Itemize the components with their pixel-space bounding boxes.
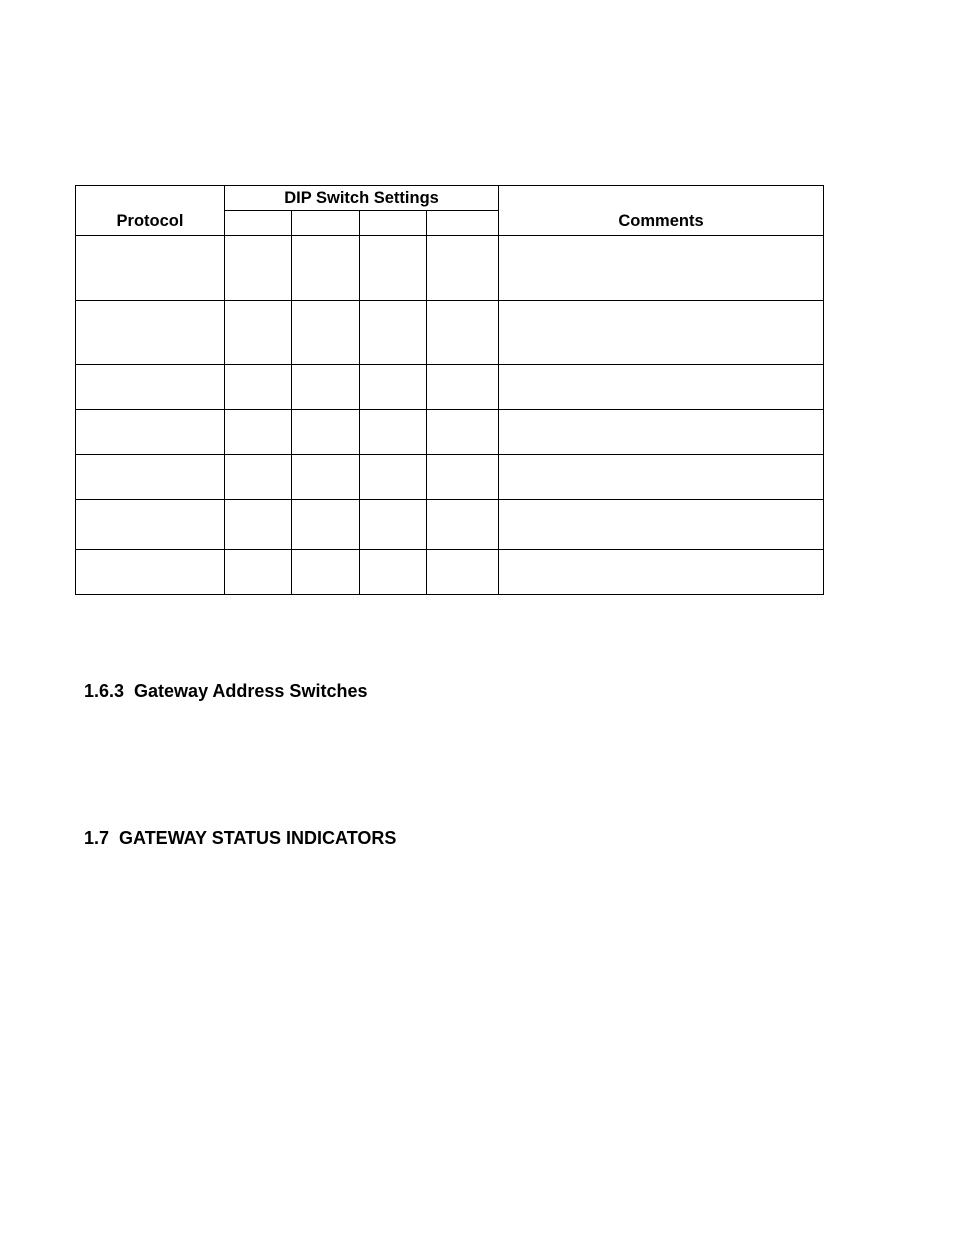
protocol-cell	[76, 455, 225, 500]
table-row	[76, 365, 824, 410]
protocol-cell	[76, 301, 225, 365]
table-row	[76, 550, 824, 595]
dip-cell	[427, 236, 499, 301]
dip-cell	[360, 301, 427, 365]
comments-header: Comments	[499, 186, 824, 236]
dip-cell	[225, 365, 292, 410]
table-header-row	[76, 186, 824, 211]
dip-switch-settings-table	[75, 185, 824, 595]
dip-cell	[427, 365, 499, 410]
dip-cell	[427, 410, 499, 455]
comments-cell	[499, 500, 824, 550]
dip-cell	[292, 410, 360, 455]
dip-cell	[360, 550, 427, 595]
protocol-cell	[76, 236, 225, 301]
dip-cell	[427, 455, 499, 500]
dip-cell	[225, 301, 292, 365]
dip-cell	[360, 365, 427, 410]
dip-switch-settings-header: DIP Switch Settings	[225, 186, 499, 211]
dip-cell	[225, 455, 292, 500]
table-row	[76, 301, 824, 365]
comments-cell	[499, 236, 824, 301]
comments-cell	[499, 550, 824, 595]
dip-cell	[225, 500, 292, 550]
dip-cell	[292, 550, 360, 595]
dip-cell	[225, 550, 292, 595]
dip-cell	[292, 365, 360, 410]
section-heading-gateway-address-switches: 1.6.3 Gateway Address Switches	[84, 681, 368, 701]
dip-cell	[360, 236, 427, 301]
comments-cell	[499, 410, 824, 455]
dip-cell	[225, 236, 292, 301]
dip-switch-4-header	[427, 211, 499, 236]
comments-cell	[499, 455, 824, 500]
dip-cell	[292, 301, 360, 365]
comments-cell	[499, 365, 824, 410]
dip-switch-2-header	[292, 211, 360, 236]
table-row	[76, 455, 824, 500]
dip-cell	[360, 455, 427, 500]
table-row	[76, 236, 824, 301]
protocol-cell	[76, 410, 225, 455]
dip-cell	[427, 301, 499, 365]
protocol-cell	[76, 500, 225, 550]
dip-switch-1-header	[225, 211, 292, 236]
protocol-header: Protocol	[76, 186, 225, 236]
table-row	[76, 500, 824, 550]
dip-switch-3-header	[360, 211, 427, 236]
comments-cell	[499, 301, 824, 365]
section-heading-gateway-status-indicators: 1.7 GATEWAY STATUS INDICATORS	[84, 828, 397, 848]
dip-cell	[360, 410, 427, 455]
dip-cell	[292, 500, 360, 550]
protocol-cell	[76, 365, 225, 410]
dip-cell	[292, 455, 360, 500]
dip-cell	[427, 550, 499, 595]
dip-cell	[427, 500, 499, 550]
dip-cell	[225, 410, 292, 455]
dip-cell	[292, 236, 360, 301]
dip-cell	[360, 500, 427, 550]
table-row	[76, 410, 824, 455]
protocol-cell	[76, 550, 225, 595]
